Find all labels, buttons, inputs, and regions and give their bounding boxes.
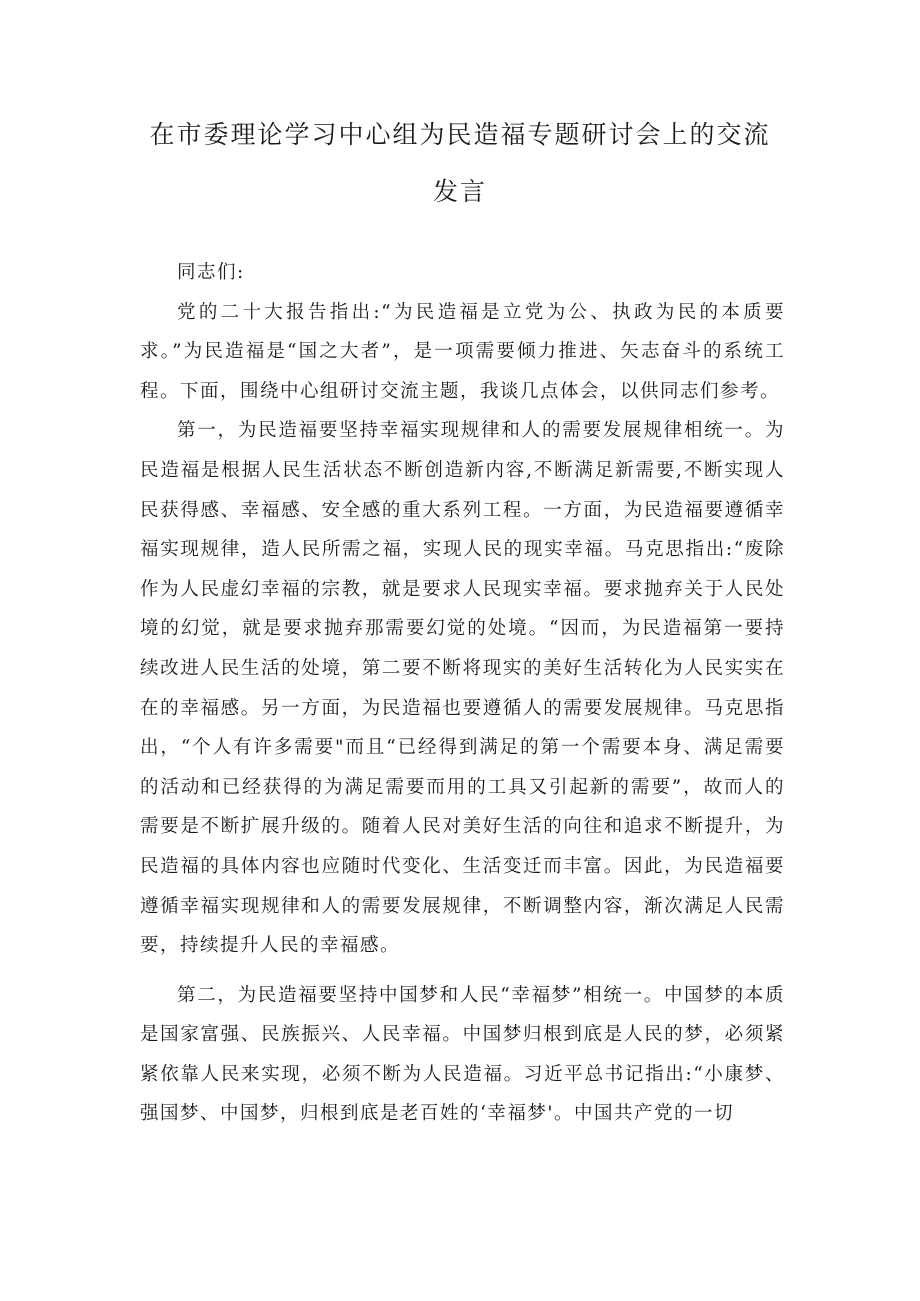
section-two-paragraph: 第二，为民造福要坚持中国梦和人民“幸福梦”相统一。中国梦的本质是国家富强、民族振兴、人民幸福。中国梦归根到底是人民的梦，必须紧紧依靠人民来实现，必须不断为人民造福。习近平总书记指出:“小康梦、强国梦、中国梦，归根到底是老百姓的‘幸福梦'。中国共产党的一切 — [140, 984, 785, 1125]
document-body — [140, 253, 785, 1134]
salutation: 同志们: — [177, 262, 245, 283]
intro-paragraph: 党的二十大报告指出:“为民造福是立党为公、执政为民的本质要求。”为民造福是“国之大者”，是一项需要倾力推进、矢志奋斗的系统工程。下面，围绕中心组研讨交流主题，我谈几点体会，以供同志们参考。 — [140, 301, 785, 402]
section-one-paragraph: 第一，为民造福要坚持幸福实现规律和人的需要发展规律相统一。为民造福是根据人民生活状态不断创造新内容,不断满足新需要,不断实现人民获得感、幸福感、安全感的重大系列工程。一方面，为民造福要遵循幸福实现规律，造人民所需之福，实现人民的现实幸福。马克思指出:“废除作为人民虚幻幸福的宗教，就是要求人民现实幸福。要求抛弃关于人民处境的幻觉，就是要求抛弃那需要幻觉的处境。“因而，为民造福第一要持续改进人民生活的处境，第二要不断将现实的美好生活转化为人民实实在在的幸福感。另一方面，为民造福也要遵循人的需要发展规律。马克思指出，“个人有许多需要"而且“已经得到满足的第一个需要本身、满足需要的活动和已经获得的为满足需要而用的工具又引起新的需要”，故而人的需要是不断扩展升级的。随着人民对美好生活的向往和追求不断提升，为民造福的具体内容也应随时代变化、生活变迁而丰富。因此，为民造福要遵循幸福实现规律和人的需要发展规律，不断调整内容，渐次满足人民需要，持续提升人民的幸福感。 — [140, 420, 785, 957]
document-title: 在市委理论学习中心组为民造福专题研讨会上的交流发言 — [149, 120, 771, 206]
